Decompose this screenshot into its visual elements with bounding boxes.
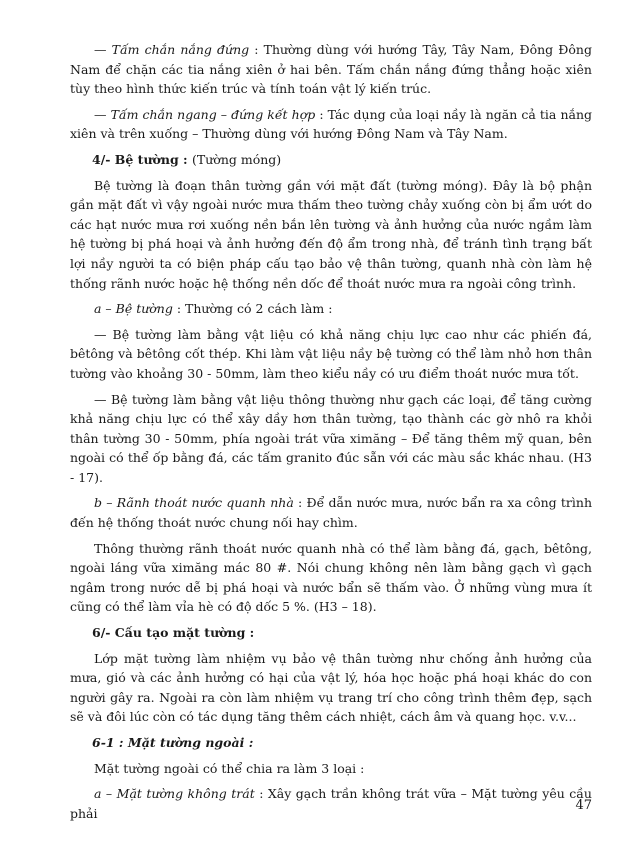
term-unplastered: a – Mặt tường không trát: [94, 786, 255, 802]
term-vertical-sunshade: — Tấm chắn nắng đứng: [94, 42, 250, 57]
paragraph-wall-surface: Lớp mặt tường làm nhiệm vụ bảo vệ thân tường như chống ảnh hưởng của mưa, gió và các ảnh hưởng có hại của vật lý, hóa học hoặc phá hoại khác do con người gây ra. Ngoài ra còn làm nhiệm vụ trang trí cho công trình thêm đẹp, sạch sẽ và đôi lúc còn có tác dụng tăng thêm cách nhiệt, cách âm và quang học. v.v...: [70, 650, 592, 725]
heading-plinth-title: 4/- Bệ tường :: [92, 151, 188, 167]
paragraph-plinth-method-2: — Bệ tường làm bằng vật liệu thông thường như gạch các loại, để tăng cường khả năng chịu lực có thể xây dầy hơn thân tường, tạo thành các gờ nhô ra khỏi thân tường 30 - 50mm, phía ngoài trát vữa ximăng – Để tăng thêm mỹ quan, bên ngoài có thể ốp bằng đá, các tấm granito đúc sẵn với các màu sắc khác nhau. (H3 - 17).: [70, 391, 592, 485]
paragraph-drain-detail: Thông thường rãnh thoát nước quanh nhà có thể làm bằng đá, gạch, bêtông, ngoài láng vữa ximăng mác 80 #. Nói chung không nên làm bằng gạch vì gạch ngâm trong nước dễ bị phá hoại và nước bẩn sẽ thấm vào. Ở những vùng mưa ít cũng có thể làm vỉa hè có độ dốc 5 %. (H3 – 18).: [70, 540, 592, 615]
heading-plinth-subtitle: (Tường móng): [192, 151, 282, 167]
paragraph-drain-b: [70, 493, 592, 532]
paragraph-unplastered: [70, 784, 592, 823]
text-vertical-sunshade: : Thường dùng với hướng Tây, Tây Nam, Đông Đông Nam để chặn các tia nắng xiên ở hai bên. Tấm chắn nắng đứng thẳng hoặc xiên tùy theo hình thức kiến trúc và tính toán vật lý kiến trúc.: [70, 42, 592, 97]
paragraph-plinth-a: [70, 299, 592, 319]
paragraph-vertical-sunshade: [70, 40, 592, 99]
paragraph-combined-sunshade: [70, 105, 592, 144]
term-combined-sunshade: — Tấm chắn ngang – đứng kết hợp: [94, 106, 316, 122]
heading-plinth: [92, 150, 592, 170]
text-drain-b: : Để dẫn nước mưa, nước bẩn ra xa công trình đến hệ thống thoát nước chung nối hay chìm.: [70, 495, 592, 531]
heading-exterior-surface: 6-1 : Mặt tường ngoài :: [92, 735, 254, 750]
text-unplastered: : Xây gạch trần không trát vữa – Mặt tường yêu cầu phải: [70, 786, 592, 821]
term-plinth-a: a – Bệ tường: [94, 301, 173, 317]
term-drain-b: b – Rãnh thoát nước quanh nhà: [94, 495, 294, 511]
paragraph-plinth-method-1: — Bệ tường làm bằng vật liệu có khả năng chịu lực cao như các phiến đá, bêtông và bêtông cốt thép. Khi làm vật liệu nầy bệ tường có thể làm nhỏ hơn thân tường vào khoảng 30 - 50mm, làm theo kiểu nầy có ưu điểm thoát nước mưa tốt.: [70, 326, 592, 381]
text-combined-sunshade: : Tác dụng của loại nầy là ngăn cả tia nắng xiên và trên xuống – Thường dùng với hướng Đông Nam và Tây Nam.: [70, 106, 593, 142]
paragraph-plinth-intro: Bệ tường là đoạn thân tường gần với mặt đất (tường móng). Đây là bộ phận gần mặt đất vì vậy ngoài nước mưa thấm theo tường chảy xuống còn bị ẩm ướt do các hạt nước mưa rơi xuống nền bắn lên tường và ảnh hưởng của nước ngầm làm hệ tường bị phá hoại và ảnh hưởng đến độ ẩm trong nhà, để tránh tình trạng bất lợi nầy người ta có biện pháp cấu tạo bảo vệ thân tường, quanh nhà còn làm hệ thống rãnh nước hoặc hệ thống nền dốc để thoát nước mưa ra ngoài công trình.: [70, 177, 592, 291]
heading-wall-surface: 6/- Cấu tạo mặt tường :: [92, 625, 255, 641]
page-number: 47: [575, 798, 592, 813]
paragraph-exterior-types: Mặt tường ngoài có thể chia ra làm 3 loại :: [94, 760, 365, 776]
text-plinth-a: : Thường có 2 cách làm :: [176, 301, 333, 317]
